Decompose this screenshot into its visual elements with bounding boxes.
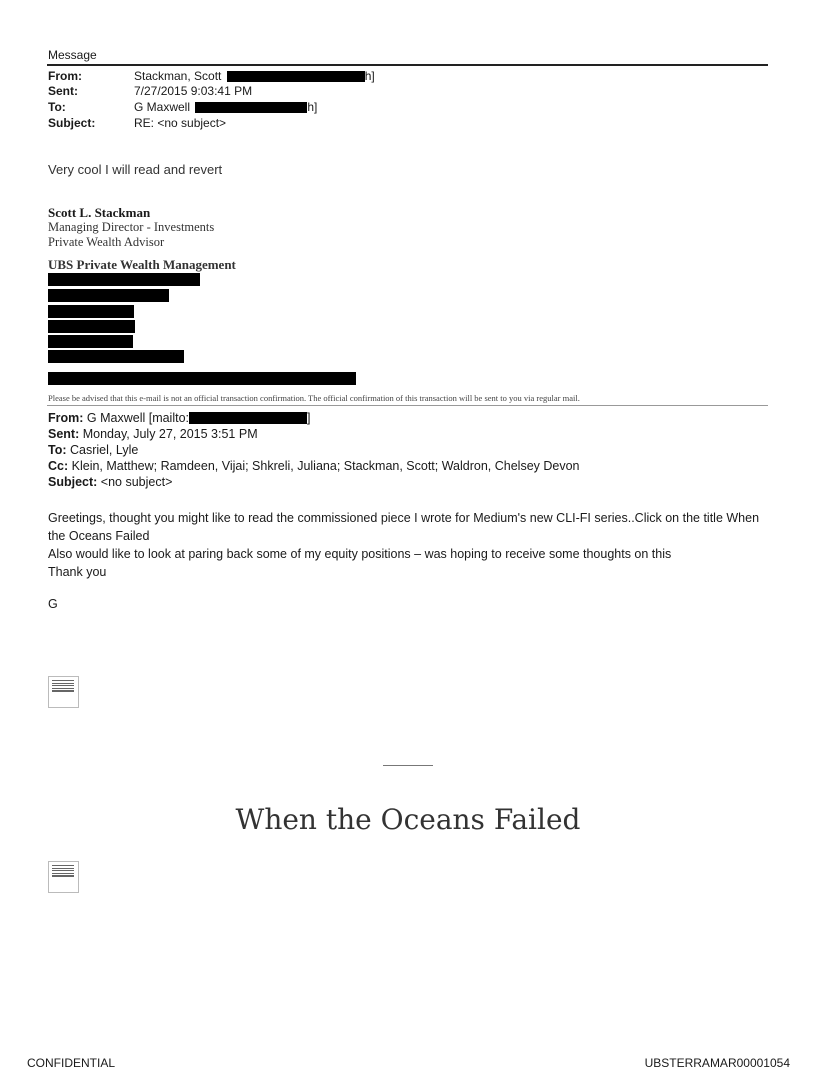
to-value <box>134 100 317 115</box>
subject-value: RE: <no subject> <box>134 116 227 130</box>
redaction-block <box>195 102 307 113</box>
redaction-block <box>48 273 200 286</box>
to-suffix: h] <box>307 100 318 114</box>
original-subject-label: Subject: <box>48 475 98 489</box>
to-name: G Maxwell <box>134 100 191 114</box>
body-paragraph: Thank you <box>48 565 107 579</box>
from-value <box>134 69 375 84</box>
broken-image-icon[interactable] <box>48 676 79 708</box>
original-subject-value: <no subject> <box>100 475 173 489</box>
original-from-suffix: ] <box>307 411 311 425</box>
redaction-block <box>48 305 134 318</box>
body-paragraph: Also would like to look at paring back some of my equity positions – was hoping to receive some thoughts on this <box>48 547 672 561</box>
confidential-label: CONFIDENTIAL <box>27 1056 116 1070</box>
bates-number: UBSTERRAMAR00001054 <box>644 1056 790 1070</box>
sent-label: Sent: <box>48 84 78 98</box>
original-cc-row <box>48 458 580 474</box>
signature-firm: UBS Private Wealth Management <box>48 257 236 272</box>
original-to-row <box>48 442 138 458</box>
subject-label: Subject: <box>48 116 96 130</box>
redaction-block <box>48 350 184 363</box>
message-label: Message <box>48 48 97 62</box>
quote-divider <box>47 405 768 406</box>
redaction-block <box>189 412 307 424</box>
original-sent-value: Monday, July 27, 2015 3:51 PM <box>82 427 258 441</box>
original-to-label: To: <box>48 443 67 457</box>
original-from-label: From: <box>48 411 84 425</box>
redaction-block <box>48 289 169 302</box>
redaction-block <box>48 320 135 333</box>
original-cc-value: Klein, Matthew; Ramdeen, Vijai; Shkreli, Juliana; Stackman, Scott; Waldron, Chelsey Devon <box>71 459 580 473</box>
original-from-row <box>48 410 311 426</box>
signature-name: Scott L. Stackman <box>48 205 151 220</box>
original-sent-row <box>48 426 258 442</box>
article-title-link[interactable]: When the Oceans Failed <box>235 803 581 836</box>
signature-title: Private Wealth Advisor <box>48 235 165 249</box>
redaction-block <box>48 335 133 348</box>
from-label: From: <box>48 69 82 83</box>
original-to-value: Casriel, Lyle <box>70 443 139 457</box>
from-suffix: h] <box>364 69 375 83</box>
article-divider <box>383 765 433 766</box>
reply-body: Very cool I will read and revert <box>48 162 223 177</box>
original-body <box>48 509 768 581</box>
broken-image-icon[interactable] <box>48 861 79 893</box>
original-cc-label: Cc: <box>48 459 69 473</box>
redaction-block <box>48 372 356 385</box>
sent-value: 7/27/2015 9:03:41 PM <box>134 84 253 98</box>
signature-title: Managing Director - Investments <box>48 220 215 234</box>
redaction-block <box>227 71 365 82</box>
original-from-value: G Maxwell [mailto: <box>86 411 190 425</box>
original-sent-label: Sent: <box>48 427 80 441</box>
to-label: To: <box>48 100 66 114</box>
header-divider <box>47 64 768 66</box>
original-subject-row <box>48 474 172 490</box>
disclaimer-text: Please be advised that this e-mail is not an official transaction confirmation. The official confirmation of this transaction will be sent to you via regular mail. <box>48 393 580 403</box>
body-paragraph: Greetings, thought you might like to read the commissioned piece I wrote for Medium's new CLI-FI series..Click on the title When the Oceans Failed <box>48 511 760 543</box>
from-name: Stackman, Scott <box>134 69 222 83</box>
original-signoff: G <box>48 597 58 611</box>
